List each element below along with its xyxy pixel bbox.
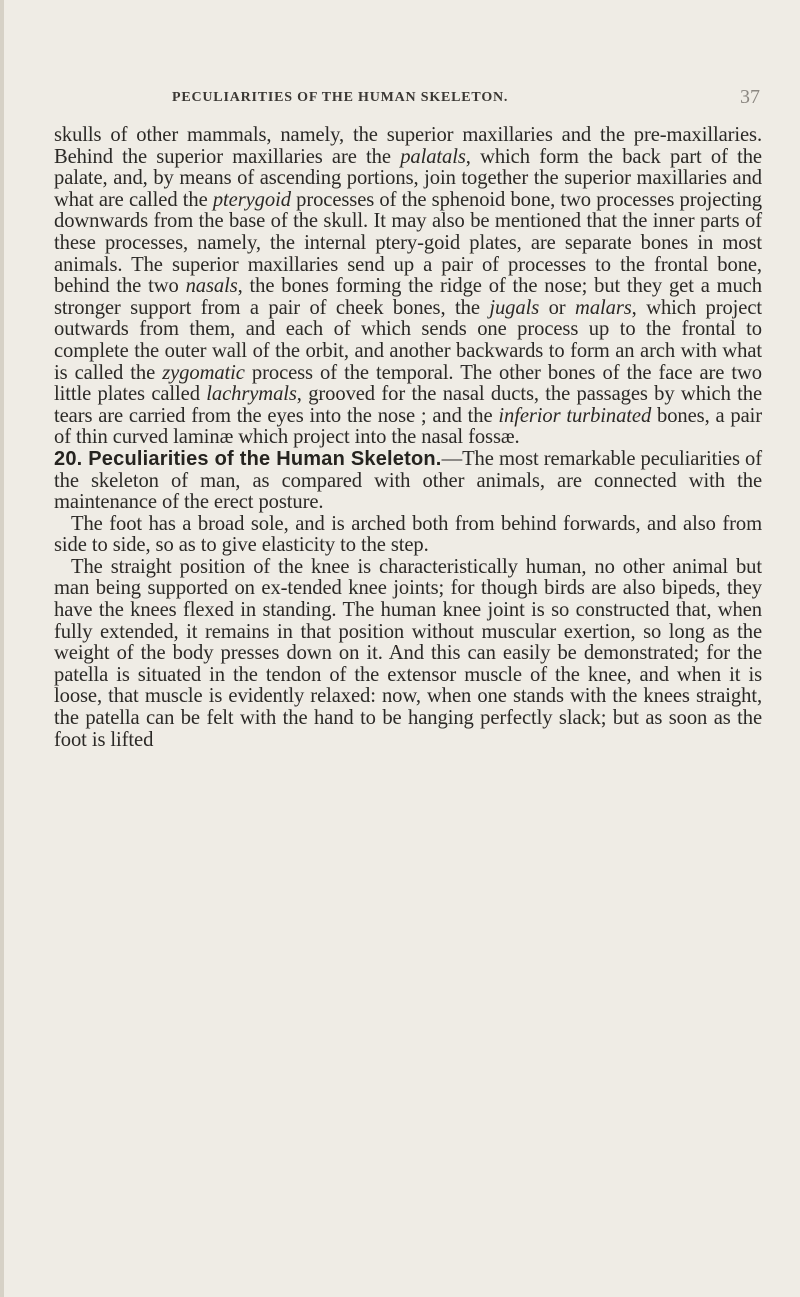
- paragraph-section-20: [54, 449, 762, 514]
- text-run: , grooved for the nasal ducts, the passages by which the tears are carried from the eyes into the nose ; and the: [54, 383, 762, 427]
- text-run: or: [539, 296, 576, 319]
- page-edge: [0, 0, 4, 1297]
- paragraph-foot: The foot has a broad sole, and is arched both from behind forwards, and also from side to side, so as to give elasticity to the step.: [54, 512, 762, 557]
- text-run: skulls of other mammals, namely, the superior maxillaries and the pre-maxillaries. Behind the superior maxillaries are the: [54, 124, 762, 168]
- paragraph-skull-bones: [54, 125, 762, 449]
- section-heading: 20. Peculiarities of the Human Skeleton.: [54, 447, 442, 470]
- paragraph-knee: The straight position of the knee is characteristically human, no other animal but man being supported on ex-tended knee joints; for though birds are also bipeds, they have the knees flexed in standing. The human knee joint is so constructed that, when fully extended, it remains in that position without muscular exertion, so long as the weight of the body presses down on it. And this can easily be demonstrated; for the patella is situated in the tendon of the extensor muscle of the knee, and when it is loose, that muscle is evidently relaxed: now, when one stands with the knees straight, the patella can be felt with the hand to be hanging perfectly slack; but as soon as the foot is lifted: [54, 555, 762, 751]
- term-pterygoid: pterygoid: [212, 188, 291, 211]
- text-run: processes of the sphenoid bone, two processes projecting downwards from the base of the skull. It may also be mentioned that the inner parts of these processes, namely, the internal ptery-goid plates, are separate bones in most animals. The superior maxillaries send up a pair of processes to the frontal bone, behind the two: [54, 188, 762, 298]
- body-text: [54, 125, 762, 751]
- running-title: PECULIARITIES OF THE HUMAN SKELETON.: [172, 90, 509, 105]
- page-number: 37: [740, 86, 760, 108]
- term-nasals: nasals: [185, 275, 238, 298]
- text-run: process of the temporal. The other bones of the face are two little plates called: [54, 361, 762, 406]
- term-palatals: palatals: [400, 145, 466, 168]
- text-run: bones, a pair of thin curved laminæ which project into the nasal fossæ.: [54, 404, 762, 449]
- text-run: , the bones forming the ridge of the nose; but they get a much stronger support from a pair of cheek bones, the: [54, 275, 762, 319]
- text-run: , which form the back part of the palate, and, by means of ascending portions, join together the superior maxillaries and what are called the: [54, 145, 762, 211]
- running-head: [60, 86, 760, 112]
- text-run: , which project outwards from them, and each of which sends one process up to the frontal to complete the outer wall of the orbit, and another backwards to form an arch with what is called the: [54, 296, 762, 384]
- term-malars: malars: [575, 296, 632, 319]
- term-jugals: jugals: [489, 296, 540, 319]
- term-inferior-turbinated: inferior turbinated: [498, 404, 652, 427]
- term-zygomatic: zygomatic: [162, 361, 245, 384]
- section-lead-text: —The most remarkable peculiarities of the skeleton of man, as compared with other animals, are connected with the maintenance of the erect posture.: [54, 447, 762, 514]
- term-lachrymals: lachrymals: [206, 383, 297, 406]
